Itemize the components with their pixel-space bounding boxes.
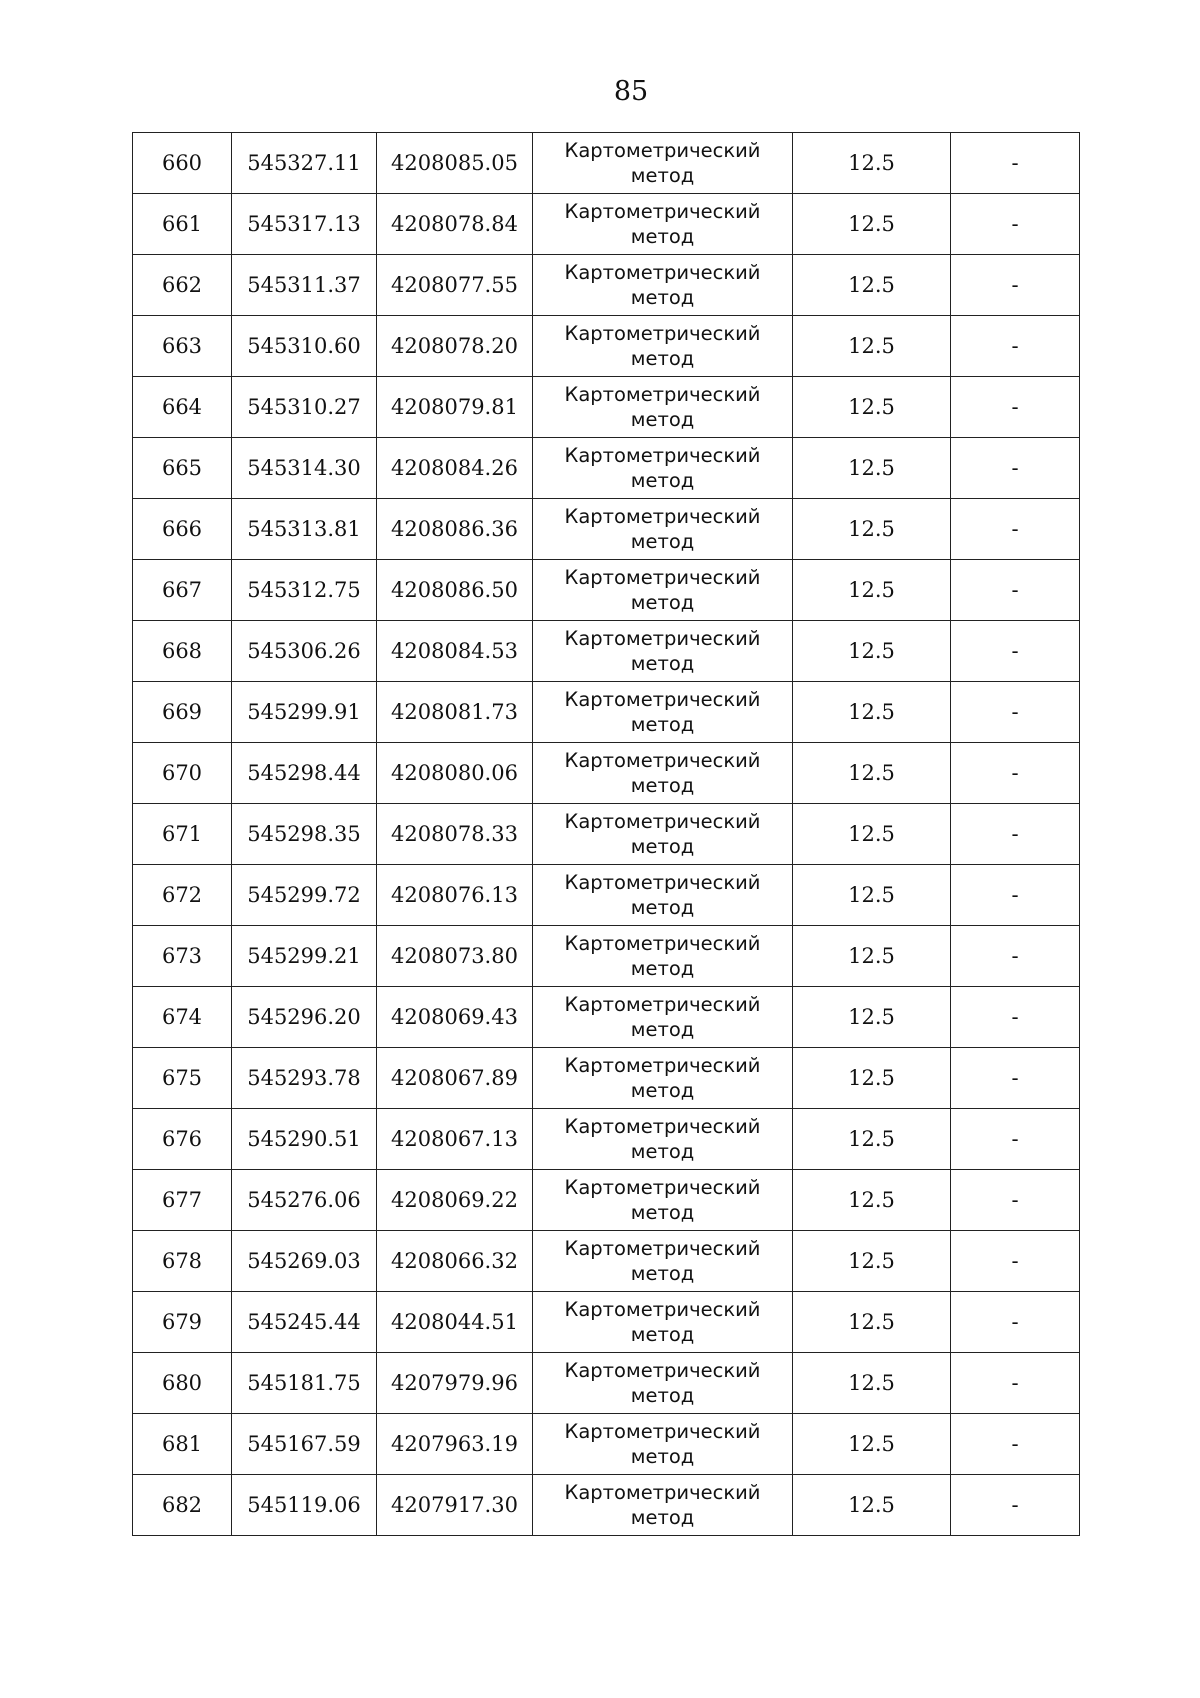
accuracy-cell: 12.5: [793, 1475, 951, 1536]
method-cell: [533, 377, 793, 438]
y-coordinate-cell: 4208073.80: [377, 926, 533, 987]
point-number-cell: 673: [133, 926, 232, 987]
note-cell: -: [951, 1475, 1080, 1536]
point-number-cell: 670: [133, 743, 232, 804]
x-coordinate-cell: 545119.06: [232, 1475, 377, 1536]
method-line-2: метод: [630, 774, 695, 797]
table-row: [133, 1231, 1080, 1292]
table-body: [133, 133, 1080, 1536]
method-cell: [533, 255, 793, 316]
point-number-cell: 679: [133, 1292, 232, 1353]
point-number-cell: 664: [133, 377, 232, 438]
accuracy-cell: 12.5: [793, 377, 951, 438]
x-coordinate-cell: 545299.72: [232, 865, 377, 926]
y-coordinate-cell: 4207917.30: [377, 1475, 533, 1536]
method-cell: [533, 743, 793, 804]
accuracy-cell: 12.5: [793, 316, 951, 377]
method-line-1: Картометрический: [564, 1420, 761, 1443]
note-cell: -: [951, 1292, 1080, 1353]
method-cell: [533, 987, 793, 1048]
method-line-2: метод: [630, 1384, 695, 1407]
y-coordinate-cell: 4208086.36: [377, 499, 533, 560]
method-cell: [533, 1231, 793, 1292]
y-coordinate-cell: 4208067.89: [377, 1048, 533, 1109]
note-cell: -: [951, 621, 1080, 682]
method-line-2: метод: [630, 591, 695, 614]
method-cell: [533, 194, 793, 255]
note-cell: -: [951, 194, 1080, 255]
accuracy-cell: 12.5: [793, 194, 951, 255]
point-number-cell: 662: [133, 255, 232, 316]
x-coordinate-cell: 545293.78: [232, 1048, 377, 1109]
table-row: [133, 1170, 1080, 1231]
point-number-cell: 660: [133, 133, 232, 194]
y-coordinate-cell: 4207979.96: [377, 1353, 533, 1414]
x-coordinate-cell: 545298.44: [232, 743, 377, 804]
table-row: [133, 1048, 1080, 1109]
note-cell: -: [951, 1231, 1080, 1292]
method-cell: [533, 1353, 793, 1414]
y-coordinate-cell: 4208084.53: [377, 621, 533, 682]
x-coordinate-cell: 545327.11: [232, 133, 377, 194]
method-line-2: метод: [630, 1079, 695, 1102]
method-line-1: Картометрический: [564, 1176, 761, 1199]
y-coordinate-cell: 4207963.19: [377, 1414, 533, 1475]
note-cell: -: [951, 865, 1080, 926]
y-coordinate-cell: 4208080.06: [377, 743, 533, 804]
y-coordinate-cell: 4208069.43: [377, 987, 533, 1048]
method-line-2: метод: [630, 1201, 695, 1224]
y-coordinate-cell: 4208069.22: [377, 1170, 533, 1231]
table-row: [133, 560, 1080, 621]
y-coordinate-cell: 4208067.13: [377, 1109, 533, 1170]
method-line-2: метод: [630, 713, 695, 736]
method-cell: [533, 865, 793, 926]
x-coordinate-cell: 545290.51: [232, 1109, 377, 1170]
method-line-2: метод: [630, 530, 695, 553]
y-coordinate-cell: 4208076.13: [377, 865, 533, 926]
point-number-cell: 681: [133, 1414, 232, 1475]
method-line-1: Картометрический: [564, 749, 761, 772]
y-coordinate-cell: 4208077.55: [377, 255, 533, 316]
method-cell: [533, 682, 793, 743]
accuracy-cell: 12.5: [793, 987, 951, 1048]
method-line-1: Картометрический: [564, 627, 761, 650]
method-line-1: Картометрический: [564, 1237, 761, 1260]
method-line-1: Картометрический: [564, 688, 761, 711]
table-row: [133, 1109, 1080, 1170]
method-line-1: Картометрический: [564, 1359, 761, 1382]
page-number: 85: [613, 76, 649, 107]
point-number-cell: 666: [133, 499, 232, 560]
method-cell: [533, 621, 793, 682]
point-number-cell: 674: [133, 987, 232, 1048]
method-cell: [533, 499, 793, 560]
x-coordinate-cell: 545298.35: [232, 804, 377, 865]
point-number-cell: 667: [133, 560, 232, 621]
method-line-2: метод: [630, 1445, 695, 1468]
point-number-cell: 678: [133, 1231, 232, 1292]
method-cell: [533, 133, 793, 194]
method-line-1: Картометрический: [564, 566, 761, 589]
note-cell: -: [951, 804, 1080, 865]
method-line-2: метод: [630, 286, 695, 309]
y-coordinate-cell: 4208078.84: [377, 194, 533, 255]
method-line-2: метод: [630, 1140, 695, 1163]
note-cell: -: [951, 1414, 1080, 1475]
method-line-1: Картометрический: [564, 1115, 761, 1138]
table-row: [133, 682, 1080, 743]
method-line-1: Картометрический: [564, 139, 761, 162]
x-coordinate-cell: 545269.03: [232, 1231, 377, 1292]
point-number-cell: 669: [133, 682, 232, 743]
method-line-2: метод: [630, 1323, 695, 1346]
accuracy-cell: 12.5: [793, 804, 951, 865]
x-coordinate-cell: 545312.75: [232, 560, 377, 621]
table-row: [133, 743, 1080, 804]
y-coordinate-cell: 4208086.50: [377, 560, 533, 621]
x-coordinate-cell: 545317.13: [232, 194, 377, 255]
method-cell: [533, 926, 793, 987]
accuracy-cell: 12.5: [793, 1353, 951, 1414]
accuracy-cell: 12.5: [793, 1292, 951, 1353]
accuracy-cell: 12.5: [793, 1109, 951, 1170]
method-cell: [533, 438, 793, 499]
table-row: [133, 438, 1080, 499]
note-cell: -: [951, 1170, 1080, 1231]
method-line-1: Картометрический: [564, 1054, 761, 1077]
note-cell: -: [951, 560, 1080, 621]
table-row: [133, 316, 1080, 377]
note-cell: -: [951, 316, 1080, 377]
note-cell: -: [951, 1353, 1080, 1414]
point-number-cell: 675: [133, 1048, 232, 1109]
method-line-1: Картометрический: [564, 261, 761, 284]
method-cell: [533, 1109, 793, 1170]
accuracy-cell: 12.5: [793, 621, 951, 682]
method-line-1: Картометрический: [564, 932, 761, 955]
method-cell: [533, 1292, 793, 1353]
accuracy-cell: 12.5: [793, 743, 951, 804]
point-number-cell: 668: [133, 621, 232, 682]
y-coordinate-cell: 4208084.26: [377, 438, 533, 499]
note-cell: -: [951, 1109, 1080, 1170]
method-line-2: метод: [630, 652, 695, 675]
method-line-2: метод: [630, 1018, 695, 1041]
point-number-cell: 680: [133, 1353, 232, 1414]
accuracy-cell: 12.5: [793, 499, 951, 560]
accuracy-cell: 12.5: [793, 1231, 951, 1292]
x-coordinate-cell: 545299.21: [232, 926, 377, 987]
x-coordinate-cell: 545313.81: [232, 499, 377, 560]
table-row: [133, 255, 1080, 316]
note-cell: -: [951, 133, 1080, 194]
x-coordinate-cell: 545276.06: [232, 1170, 377, 1231]
note-cell: -: [951, 255, 1080, 316]
table-row: [133, 499, 1080, 560]
method-cell: [533, 1475, 793, 1536]
accuracy-cell: 12.5: [793, 1048, 951, 1109]
table-row: [133, 865, 1080, 926]
x-coordinate-cell: 545310.60: [232, 316, 377, 377]
note-cell: -: [951, 682, 1080, 743]
table-row: [133, 621, 1080, 682]
x-coordinate-cell: 545314.30: [232, 438, 377, 499]
note-cell: -: [951, 438, 1080, 499]
x-coordinate-cell: 545299.91: [232, 682, 377, 743]
table-row: [133, 987, 1080, 1048]
point-number-cell: 665: [133, 438, 232, 499]
method-line-2: метод: [630, 408, 695, 431]
accuracy-cell: 12.5: [793, 682, 951, 743]
method-line-2: метод: [630, 469, 695, 492]
x-coordinate-cell: 545306.26: [232, 621, 377, 682]
y-coordinate-cell: 4208078.20: [377, 316, 533, 377]
y-coordinate-cell: 4208081.73: [377, 682, 533, 743]
accuracy-cell: 12.5: [793, 865, 951, 926]
y-coordinate-cell: 4208079.81: [377, 377, 533, 438]
x-coordinate-cell: 545310.27: [232, 377, 377, 438]
coordinates-table: [132, 132, 1080, 1536]
y-coordinate-cell: 4208085.05: [377, 133, 533, 194]
table-row: [133, 804, 1080, 865]
accuracy-cell: 12.5: [793, 438, 951, 499]
note-cell: -: [951, 743, 1080, 804]
table-row: [133, 1475, 1080, 1536]
point-number-cell: 671: [133, 804, 232, 865]
method-line-1: Картометрический: [564, 871, 761, 894]
method-line-1: Картометрический: [564, 505, 761, 528]
method-line-1: Картометрический: [564, 1481, 761, 1504]
table-row: [133, 1353, 1080, 1414]
point-number-cell: 682: [133, 1475, 232, 1536]
y-coordinate-cell: 4208044.51: [377, 1292, 533, 1353]
table-row: [133, 194, 1080, 255]
accuracy-cell: 12.5: [793, 1170, 951, 1231]
table-row: [133, 133, 1080, 194]
x-coordinate-cell: 545245.44: [232, 1292, 377, 1353]
x-coordinate-cell: 545167.59: [232, 1414, 377, 1475]
point-number-cell: 663: [133, 316, 232, 377]
x-coordinate-cell: 545296.20: [232, 987, 377, 1048]
method-line-2: метод: [630, 347, 695, 370]
note-cell: -: [951, 1048, 1080, 1109]
method-line-1: Картометрический: [564, 1298, 761, 1321]
method-line-1: Картометрический: [564, 810, 761, 833]
accuracy-cell: 12.5: [793, 1414, 951, 1475]
table-row: [133, 1414, 1080, 1475]
method-line-1: Картометрический: [564, 444, 761, 467]
accuracy-cell: 12.5: [793, 255, 951, 316]
point-number-cell: 676: [133, 1109, 232, 1170]
method-line-2: метод: [630, 957, 695, 980]
note-cell: -: [951, 377, 1080, 438]
method-line-2: метод: [630, 1506, 695, 1529]
method-cell: [533, 1048, 793, 1109]
method-line-2: метод: [630, 1262, 695, 1285]
method-cell: [533, 1414, 793, 1475]
method-cell: [533, 1170, 793, 1231]
method-line-2: метод: [630, 225, 695, 248]
accuracy-cell: 12.5: [793, 926, 951, 987]
point-number-cell: 661: [133, 194, 232, 255]
note-cell: -: [951, 926, 1080, 987]
table-row: [133, 377, 1080, 438]
note-cell: -: [951, 499, 1080, 560]
method-line-2: метод: [630, 164, 695, 187]
accuracy-cell: 12.5: [793, 560, 951, 621]
method-line-1: Картометрический: [564, 993, 761, 1016]
method-line-1: Картометрический: [564, 383, 761, 406]
table-row: [133, 1292, 1080, 1353]
method-line-2: метод: [630, 896, 695, 919]
point-number-cell: 677: [133, 1170, 232, 1231]
method-cell: [533, 316, 793, 377]
note-cell: -: [951, 987, 1080, 1048]
y-coordinate-cell: 4208078.33: [377, 804, 533, 865]
method-line-2: метод: [630, 835, 695, 858]
x-coordinate-cell: 545311.37: [232, 255, 377, 316]
method-line-1: Картометрический: [564, 322, 761, 345]
method-cell: [533, 560, 793, 621]
method-line-1: Картометрический: [564, 200, 761, 223]
x-coordinate-cell: 545181.75: [232, 1353, 377, 1414]
method-cell: [533, 804, 793, 865]
accuracy-cell: 12.5: [793, 133, 951, 194]
table-row: [133, 926, 1080, 987]
point-number-cell: 672: [133, 865, 232, 926]
y-coordinate-cell: 4208066.32: [377, 1231, 533, 1292]
